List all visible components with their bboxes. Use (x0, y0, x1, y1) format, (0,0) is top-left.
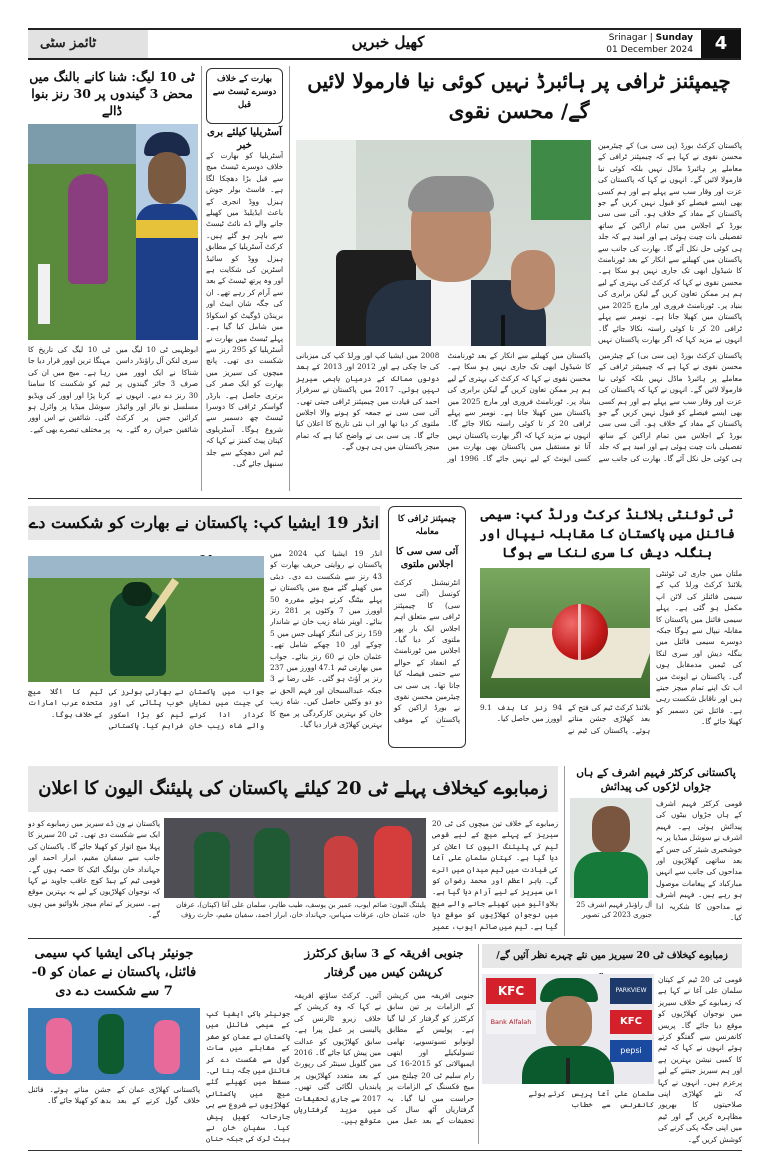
salman-body: قومی ٹی 20 ٹیم کے کپتان سلمان علی آغا نے کہا ہے کہ زمبابوے کے خلاف سیریز میں نوجوان کھلاڑیوں کو موقع دیا جائے گا۔ پریس کانفرنس سے گفتگو کرتے ہوئے انہوں نے کہا کہ ٹیم کا کمبی نیشن بہترین ہے اور ہم سیریز جیتنے کے لیے پرعزم ہیں۔ انہوں نے کہا کہ نئے کھلاڑی اپنی صلاحیتوں کا بھرپور مظاہرہ کریں گے اور ٹیم میں اپنی جگہ پکی کرنے کی کوشش کریں گے۔ (658, 975, 742, 1144)
player-four (374, 826, 412, 898)
australia-body: آسٹریلیا کو بھارت کے خلاف دوسرے ٹیسٹ میچ سے قبل بڑا دھچکا لگا ہے۔ فاسٹ بولر جوش ہیزل ووڈ انجری کے باعث ایڈیلیڈ میں کھیلے جانے والے ڈے نائٹ ٹیسٹ سے باہر ہو گئے ہیں۔ کرکٹ آسٹریلیا کے مطابق ہیزل ووڈ کو سائیڈ اسٹرین کی شکایت ہے اور وہ پرتھ ٹیسٹ کے بعد سے آرام کر رہے تھے۔ ان کی جگہ شان ایبٹ اور برینڈن ڈوگیٹ کو اسکواڈ میں شامل کیا گیا ہے۔ پہلے ٹیسٹ میں بھارت نے آسٹریلیا کو 295 رنز سے شکست دی تھی۔ پانچ میچوں کی سیریز میں بھارت کو ایک صفر کی برتری حاصل ہے۔ بارڈر گواسکر ٹرافی کا دوسرا ٹیسٹ چھ دسمبر سے شروع ہوگا۔ آسٹریلوی کپتان پیٹ کمنز نے کہا کہ ٹیم اس دھچکے سے جلد سنبھل جائے گی۔ (206, 151, 283, 468)
photo-green-panel (531, 140, 591, 220)
zimbabwe-body-left: پاکستان نے ون ڈے سیریز میں زمبابوے کو دو ایک سے شکست دی تھی۔ ٹی 20 سیریز کا پہلا میچ اتوار کو کھیلا جائے گا۔ پاکستان کی جانب سے سفیان مقیم، ابرار احمد اور جہانداد خان بولنگ اٹیک کا حصہ ہوں گے۔ قومی ٹیم کے ہیڈ کوچ عاقب جاوید نے کہا کہ نوجوان کھلاڑیوں کے لیے یہ بہترین موقع ہے۔ سیریز کے تمام میچز بلاوائیو میں ہوں گے۔ (28, 819, 160, 920)
section-rule (28, 938, 742, 939)
batter-helmet (122, 582, 152, 606)
bowler-figure (68, 174, 108, 284)
t10-caption: ابوظہبی ٹی 10 لیگ میں سری لنکن آل راؤنڈر داسن شناکا نے ایک اوور میں صرف 3 جائز گیندوں پر 30 رنز دے دیے۔ انہوں نے مسلسل نو بالز اور وائیڈز کرائیں جس پر کرکٹ شائقین حیران رہ گئے۔ یہ ٹی 10 لیگ کی تاریخ کا مہنگا ترین اوور قرار دیا جا رہا ہے۔ میچ میں ان کی ٹیم کو شکست کا سامنا کرنا پڑا اور اوور کی ویڈیو سوشل میڈیا پر وائرل ہو گئی۔ شائقین نے اس اوور پر مختلف تبصرے بھی کیے۔ (28, 345, 198, 434)
south-africa-body: جنوبی افریقہ میں کرپشن کے الزامات پر تین سابق کرکٹرز کو گرفتار کر لیا گیا ہے۔ پولیس کے مطابق لونوابو تسوتسوبے، تھامی تسولیکیلے اور ایتھی ایمبھالاتی کو 2015-16 کی رام سلیم ٹی 20 چیلنج میں میچ فکسنگ کے الزامات پر حراست میں لیا گیا۔ یہ گرفتاریاں آٹھ سال کی تحقیقات کے بعد عمل میں آئیں۔ کرکٹ ساؤتھ افریقہ نے کہا کہ وہ کرپشن کے خلاف زیرو ٹالرنس کی پالیسی پر عمل پیرا ہے۔ سابق کھلاڑیوں کو عدالت میں پیش کیا جائے گا۔ 2016 میں گلوبل سینٹر کی رپورٹ کے بعد متعدد کھلاڑیوں پر پابندیاں لگائی گئی تھیں۔ 2017 سے جاری تحقیقات میں مزید گرفتاریاں متوقع ہیں۔ (294, 991, 474, 1126)
sponsor-label-kfc: KFC (497, 984, 525, 998)
microphone-stand (566, 1058, 570, 1084)
stumps (38, 264, 50, 324)
sponsor-board-kfc-right (610, 1010, 652, 1034)
hockey-player-three (154, 1020, 180, 1074)
zimbabwe-headline: زمبابوے کیخلاف پہلے ٹی 20 کیلئے پاکستان کی پلیئنگ الیون کا اعلان (28, 766, 558, 812)
u19-body: انڈر 19 ایشیا کپ 2024 میں پاکستان نے روایتی حریف بھارت کو 43 رنز سے شکست دے دی۔ دبئی میں کھیلے گئے میچ میں پاکستان نے پہلے بیٹنگ کرتے ہوئے مقررہ 50 اوورز میں 7 وکٹوں پر 281 رنز بنائے۔ اوپنر شاہ زیب خان نے شاندار 159 رنز کی اننگز کھیلی جس میں 5 چوکے اور 10 چھکے شامل تھے۔ عثمان خان نے 60 رنز بنائے۔ جواب میں بھارتی ٹیم 47.1 اوورز میں 237 رنز پر آؤٹ ہو گئی۔ علی رضا نے 3 جبکہ عبدالسبحان اور فہم الحق نے دو دو وکٹیں حاصل کیں۔ شاہ زیب خان کو بہترین کارکردگی پر میچ کا بہترین کھلاڑی قرار دیا گیا۔ (270, 549, 382, 730)
juniors-photo (28, 1008, 200, 1080)
australia-kicker: بھارت کے خلاف دوسرے ٹیسٹ سے قبل (212, 74, 277, 110)
masthead-logo (28, 30, 148, 58)
juniors-caption: پاکستانی کھلاڑی عمان کے خلاف گول کرنے کے بعد جشن مناتے ہوئے۔ فائنل بدھ کو کھیلا جائے گا۔ (28, 1085, 200, 1106)
sponsor-label-pepsi: pepsi (620, 1046, 642, 1055)
masthead (28, 28, 741, 60)
dateline: Srinagar | Sunday 01 December 2024 (553, 32, 693, 60)
t10-headline: ٹی 10 لیگ: شنا کانے بالنگ میں محض 3 گیندوں پر 30 رنز بنوا ڈالے (29, 69, 195, 118)
ashraf-headline: پاکستانی کرکٹر فہیم اشرف کے ہاں جڑواں لڑکوں کی پیدائش (576, 767, 736, 793)
page-bottom-rule (28, 1150, 742, 1151)
icc-kicker: چیمپئنز ٹرافی کا معاملہ (397, 514, 457, 537)
stadium-stands (28, 124, 138, 164)
lead-body-bottom: پاکستان کرکٹ بورڈ (پی سی بی) کے چیئرمین محسن نقوی نے کہا ہے کہ چیمپئنز ٹرافی کے معاملے پر ہائبرڈ ماڈل نہیں بلکہ کوئی نیا فارمولا لائیں گے۔ انہوں نے کہا کہ پاکستان کی عزت اور وقار سب سے پہلے ہے اور ہم کسی بھی ایسے فیصلے کو قبول نہیں کریں گے جو پاکستان کے مفاد کے خلاف ہو۔ آئی سی سی بورڈ کے اجلاس میں تمام اراکین کے ساتھ تفصیلی بات چیت ہوئی ہے اور امید ہے کہ جلد ہی کوئی حل نکل آئے گا۔ بھارت کی جانب سے پاکستان میں کھیلنے سے انکار کے بعد ٹورنامنٹ کا شیڈول ابھی تک جاری نہیں ہو سکا ہے۔ محسن نقوی نے کہا کہ کرکٹ کی بہتری کے لیے ہم ہر ممکن تعاون کریں گے لیکن برابری کی بنیاد پر۔ ٹورنامنٹ فروری اور مارچ 2025 میں پاکستان میں کھیلا جانا ہے۔ نومبر سے پہلے ٹرافی 20 کر تا کوئی راستہ نکالا جائے گا۔ انہوں نے مزید کہا کہ اگر بھارت پاکستان نہیں آتا تو مستقبل میں پاکستان بھی بھارت میں کسی ایونٹ کے لیے نہیں جائے گا۔ 1996 اور 2008 میں ایشیا کپ اور ورلڈ کپ کی میزبانی کی جا چکی ہے اور 2012 اور 2013 کے بعد دونوں ممالک کے درمیان باہمی سیریز نہیں ہوئی۔ 2017 میں پاکستان نے سرفراز احمد کی قیادت میں چیمپئنز ٹرافی جیتی تھی۔ آئی سی سی نے جمعہ کو ہونے والا اجلاس ملتوی کر دیا تھا اور اب نئی تاریخ کا اعلان کیا جائے گا۔ پی سی بی نے واضح کیا ہے کہ تمام میچز پاکستان میں ہی ہوں گے۔ (296, 351, 742, 463)
lead-body-top: پاکستان کرکٹ بورڈ (پی سی بی) کے چیئرمین محسن نقوی نے کہا ہے کہ چیمپئنز ٹرافی کے معاملے پر ہائبرڈ ماڈل نہیں بلکہ کوئی نیا فارمولا لائیں گے۔ انہوں نے کہا کہ پاکستان کی عزت اور وقار سب سے پہلے ہے اور ہم کسی بھی ایسے فیصلے کو قبول نہیں کریں گے جو پاکستان کے مفاد کے خلاف ہو۔ آئی سی سی بورڈ کے اجلاس میں تمام اراکین کے ساتھ تفصیلی بات چیت ہوئی ہے اور امید ہے کہ جلد ہی کوئی حل نکل آئے گا۔ بھارت کی جانب سے پاکستان میں کھیلنے سے انکار کے بعد ٹورنامنٹ کا شیڈول ابھی تک جاری نہیں ہو سکا ہے۔ محسن نقوی نے کہا کہ کرکٹ کی بہتری کے لیے ہم ہر ممکن تعاون کریں گے لیکن برابری کی بنیاد پر۔ ٹورنامنٹ فروری اور مارچ 2025 میں پاکستان میں کھیلا جانا ہے۔ نومبر سے پہلے ٹرافی 20 کر تا کوئی راستہ نکالا جائے گا۔ انہوں نے مزید کہا کہ اگر بھارت پاکستان نہیں (598, 141, 742, 344)
zimbabwe-photo (164, 818, 426, 898)
ashraf-photo (570, 798, 652, 898)
lead-headline: چیمپئنز ٹرافی پر ہائبرڈ نہیں کوئی نیا فارمولا لائیں گے/ محسن نقوی (307, 69, 731, 123)
lead-photo (296, 140, 591, 346)
sponsor-board-kfc (486, 978, 536, 1004)
u19-caption: جواب میں پاکستان کی جیت میں نمایاں کردار ادا کرنے والے شاہ زیب خان نے بھارتی بولرز کی خوب پٹائی کی اور ٹیم کو بڑا اسکور فراہم کیا۔ پاکستانی ٹیم کا اگلا میچ متحدہ عرب امارات کے خلاف ہوگا۔ (28, 687, 264, 731)
sponsor-board-bank (486, 1010, 536, 1034)
dateline-city: Srinagar (608, 33, 647, 43)
icc-headline: آئی سی سی کا اجلاس ملتوی (395, 546, 459, 570)
south-africa-headline: جنوبی افریقہ کے 3 سابق کرکٹرز کرپشن کیس میں گرفتار (304, 946, 464, 979)
player-one (194, 832, 230, 898)
section-title: کھیل خبریں (351, 33, 425, 51)
icc-box (388, 506, 466, 748)
advertising-board (28, 556, 264, 578)
player-two (254, 828, 290, 898)
microphone-shape (501, 315, 505, 346)
ball-seam (578, 604, 581, 660)
icc-body: انٹرنیشنل کرکٹ کونسل (آئی سی سی) کا چیمپئنز ٹرافی سے متعلق اہم اجلاس ایک بار پھر ملتوی کر دیا گیا۔ اجلاس میں ٹورنامنٹ کے انعقاد کے حوالے سے حتمی فیصلہ کیا جانا تھا۔ پی سی بی چیئرمین محسن نقوی نے بورڈ اراکین کو پاکستان کے موقف (394, 578, 460, 724)
hand-shape (511, 250, 555, 310)
page-number (701, 30, 741, 58)
salman-face (546, 996, 592, 1048)
page-number-value: 4 (714, 33, 728, 54)
blind-caption: بلائنڈ کرکٹ ٹیم کی فتح کے بعد کھلاڑی جشن مناتے ہوئے۔ پاکستان کی ٹیم نے 94 رنز کا ہدف 9.1 اوورز میں حاصل کیا۔ (480, 703, 650, 735)
juniors-body: جونیئر ہاکی ایشیا کپ کے سیمی فائنل میں پاکستان نے عمان کو صفر کے مقابلے میں سات گول سے شکست دے کر فائنل میں جگہ بنا لی۔ مسقط میں کھیلے گئے میچ میں پاکستانی کھلاڑیوں نے شروع سے ہی جارحانہ کھیل پیش کیا۔ سفیان خان نے ہیٹ ٹرک کی جبکہ حنان (206, 1009, 290, 1143)
zimbabwe-caption: پلیئنگ الیون: صائم ایوب، عمیر بن یوسف، طیب طاہر، سلمان علی آغا (کپتان)، عرفان خان، عثمان خان، عرفات منہاس، جہانداد خان، ابرار احمد، سفیان مقیم، حارث رؤف (176, 901, 426, 919)
sponsor-label-bank: Bank Alfalah (490, 1018, 532, 1026)
column-rule (564, 766, 565, 936)
t10-photo (28, 124, 198, 340)
u19-headline: انڈر 19 ایشیا کپ: پاکستان نے بھارت کو شکست دے (28, 506, 380, 540)
australia-headline: آسٹریلیا کیلئے بری خبر (207, 127, 282, 151)
blind-photo (480, 568, 650, 698)
column-rule (478, 944, 479, 1144)
ashraf-jersey (574, 852, 648, 898)
hockey-player-one (46, 1018, 72, 1074)
sponsor-label-kfc-right: KFC (620, 1016, 642, 1027)
salman-photo (482, 974, 654, 1084)
shirt-shape (431, 280, 471, 346)
salman-caption: سلمان علی آغا پریس کانفرنس سے خطاب کرتے ہوئے (528, 1089, 654, 1110)
player-portrait (136, 124, 198, 340)
blind-headline: ٹی ٹوئنٹی بلائنڈ کرکٹ ورلڈ کپ: سیمی فائنل میں پاکستان کا مقابلہ نیپال اور بنگلہ دیش کا سری لنکا سے ہوگا (479, 508, 735, 561)
hockey-player-two (98, 1014, 124, 1074)
australia-kicker-box (206, 68, 283, 124)
logo-text: ٹائمز سٹی (40, 36, 97, 51)
dateline-day: Sunday (655, 33, 693, 43)
sponsor-board-parkview (610, 978, 652, 1004)
column-rule (289, 66, 290, 491)
zimbabwe-body-right: زمبابوے کے خلاف تین میچوں کی ٹی 20 سیریز کے پہلے میچ کے لیے قومی ٹیم کی پلیئنگ الیون کا اعلان کر دیا گیا ہے۔ کپتان سلمان علی آغا کی قیادت میں ٹیم میدان میں اترے گی۔ بابر اعظم اور محمد رضوان کو اس سیریز کے لیے آرام دیا گیا ہے۔ بلاوائیو میں کھیلے جانے والے میچ میں نوجوان کھلاڑیوں کو موقع دیا گیا ہے۔ ٹیم میں صائم ایوب، عمیر (432, 819, 558, 931)
section-rule (28, 498, 742, 499)
salman-headline: زمبابوے کیخلاف ٹی 20 سیریز میں نئے چہرے نظر آئیں گے/ (482, 944, 742, 968)
jersey-yellow-band (136, 220, 198, 238)
hair-shape (408, 176, 494, 212)
sponsor-board-pepsi (610, 1040, 652, 1062)
u19-photo (28, 556, 264, 682)
blind-body: ملتان میں جاری ٹی ٹوئنٹی بلائنڈ کرکٹ ورلڈ کپ کے سیمی فائنلز کی لائن اپ مکمل ہو گئی ہے۔ پہلے سیمی فائنل میں پاکستان کا مقابلہ نیپال سے ہوگا جبکہ دوسرے سیمی فائنل میں بنگلہ دیش اور سری لنکا کی ٹیمیں مدمقابل ہوں گی۔ پاکستان نے ایونٹ میں اب تک اپنے تمام میچز جیتے ہیں اور ناقابل شکست رہی ہے۔ فائنل تین دسمبر کو کھیلا جائے گا۔ (656, 569, 742, 727)
dateline-date: 01 December 2024 (606, 45, 693, 55)
ashraf-face (592, 806, 630, 854)
player-face (148, 152, 186, 204)
ashraf-caption: آل راؤنڈر فہیم اشرف 25 جنوری 2023 کی تصویر (576, 901, 652, 919)
player-three (324, 836, 358, 898)
column-rule (201, 66, 202, 491)
juniors-headline: جونیئر ہاکی ایشیا کپ سیمی فائنل، پاکستان نے عمان کو 0-7 سے شکست دے دی (31, 946, 197, 999)
sponsor-label-parkview: PARKVIEW (615, 987, 647, 994)
ashraf-body: قومی کرکٹر فہیم اشرف کے ہاں جڑواں بیٹوں کی پیدائش ہوئی ہے۔ فہیم اشرف نے سوشل میڈیا پر یہ خوشخبری شیئر کی جس کے بعد ساتھی کھلاڑیوں اور مداحوں کی جانب سے انہیں مبارکباد کے پیغامات موصول ہو رہے ہیں۔ فہیم اشرف نے مداحوں کا شکریہ ادا کیا۔ (656, 799, 742, 923)
